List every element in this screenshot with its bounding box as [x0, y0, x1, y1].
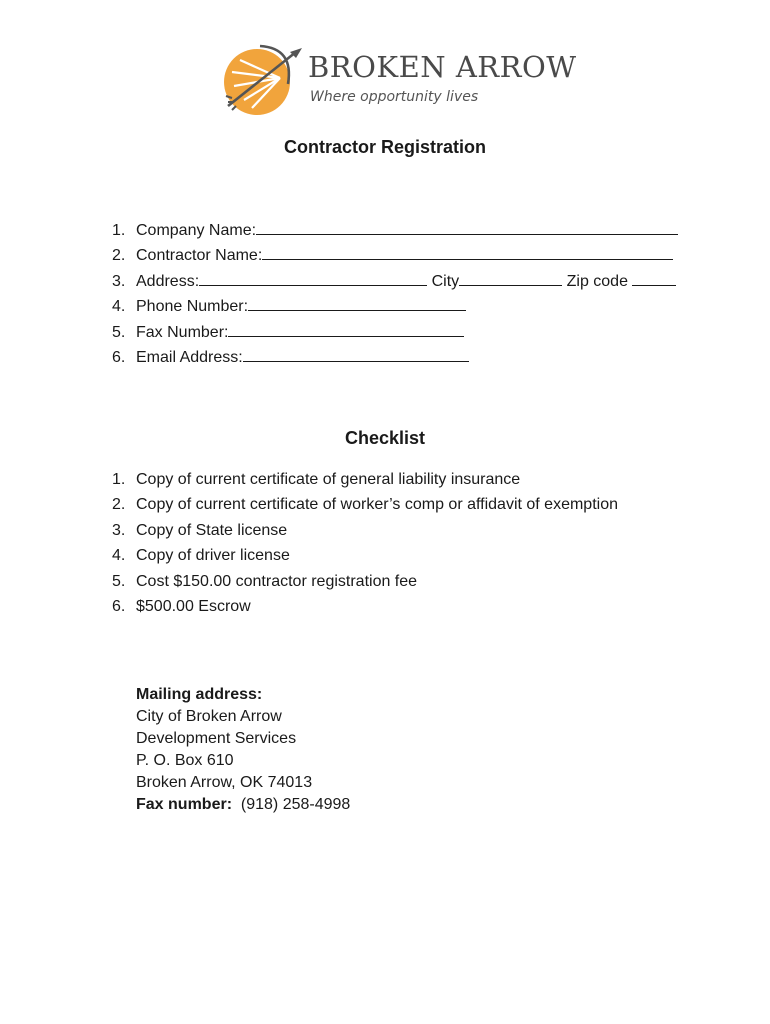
checklist	[112, 467, 618, 619]
page-title: Contractor Registration	[283, 137, 487, 157]
checklist-item: 2. Copy of current certificate of worker’s comp or affidavit of exemption	[112, 496, 618, 514]
fax-number-blank[interactable]	[228, 320, 464, 337]
checklist-item: 1. Copy of current certificate of general liability insurance	[112, 471, 521, 488]
email-address-field: 6. Email Address:	[112, 345, 678, 370]
phone-number-field: 4. Phone Number:	[112, 294, 678, 319]
zip-code-label: Zip code	[566, 272, 628, 290]
checklist-item: 6. $500.00 Escrow	[112, 597, 251, 615]
mailing-line: City of Broken Arrow	[136, 708, 282, 725]
checklist-item: 4. Copy of driver license	[112, 547, 290, 565]
fax-label: Fax number:	[136, 796, 233, 813]
address-blank[interactable]	[199, 269, 427, 286]
contractor-name-field: 2. Contractor Name:	[112, 243, 678, 268]
phone-number-blank[interactable]	[248, 294, 466, 311]
mailing-line: Broken Arrow, OK 74013	[136, 774, 313, 791]
checklist-title: Checklist	[344, 428, 426, 448]
fax-line	[136, 794, 350, 816]
address-field: 3. Address: City Zip code	[112, 269, 678, 294]
mailing-line: P. O. Box 610	[136, 752, 234, 769]
address-label: Address:	[136, 272, 200, 290]
checklist-item: 5. Cost $150.00 contractor registration fee	[112, 572, 418, 590]
city-blank[interactable]	[459, 269, 562, 286]
fax-number-label: Fax Number:	[136, 323, 229, 341]
fax-number-field: 5. Fax Number:	[112, 320, 678, 345]
contractor-name-label: Contractor Name:	[136, 247, 263, 265]
mailing-address-heading: Mailing address:	[136, 686, 263, 703]
fax-value: (918) 258-4998	[240, 796, 351, 813]
email-address-label: Email Address:	[136, 348, 243, 366]
mailing-line: Development Services	[136, 730, 297, 747]
company-name-blank[interactable]	[256, 218, 678, 235]
contractor-name-blank[interactable]	[262, 243, 673, 260]
brand-tagline: Where opportunity lives	[310, 89, 479, 105]
city-label: City	[431, 272, 460, 290]
company-name-label: Company Name:	[136, 222, 257, 239]
email-address-blank[interactable]	[243, 345, 469, 362]
broken-arrow-logo	[222, 42, 582, 122]
mailing-address-block	[136, 684, 350, 816]
registration-form	[112, 218, 678, 370]
company-name-field: 1. Company Name:	[112, 218, 678, 243]
zip-code-blank[interactable]	[632, 269, 676, 286]
brand-name: BROKEN ARROW	[308, 50, 577, 84]
arrow-emblem-icon	[222, 42, 306, 122]
checklist-item: 3. Copy of State license	[112, 521, 288, 539]
phone-number-label: Phone Number:	[136, 298, 249, 316]
